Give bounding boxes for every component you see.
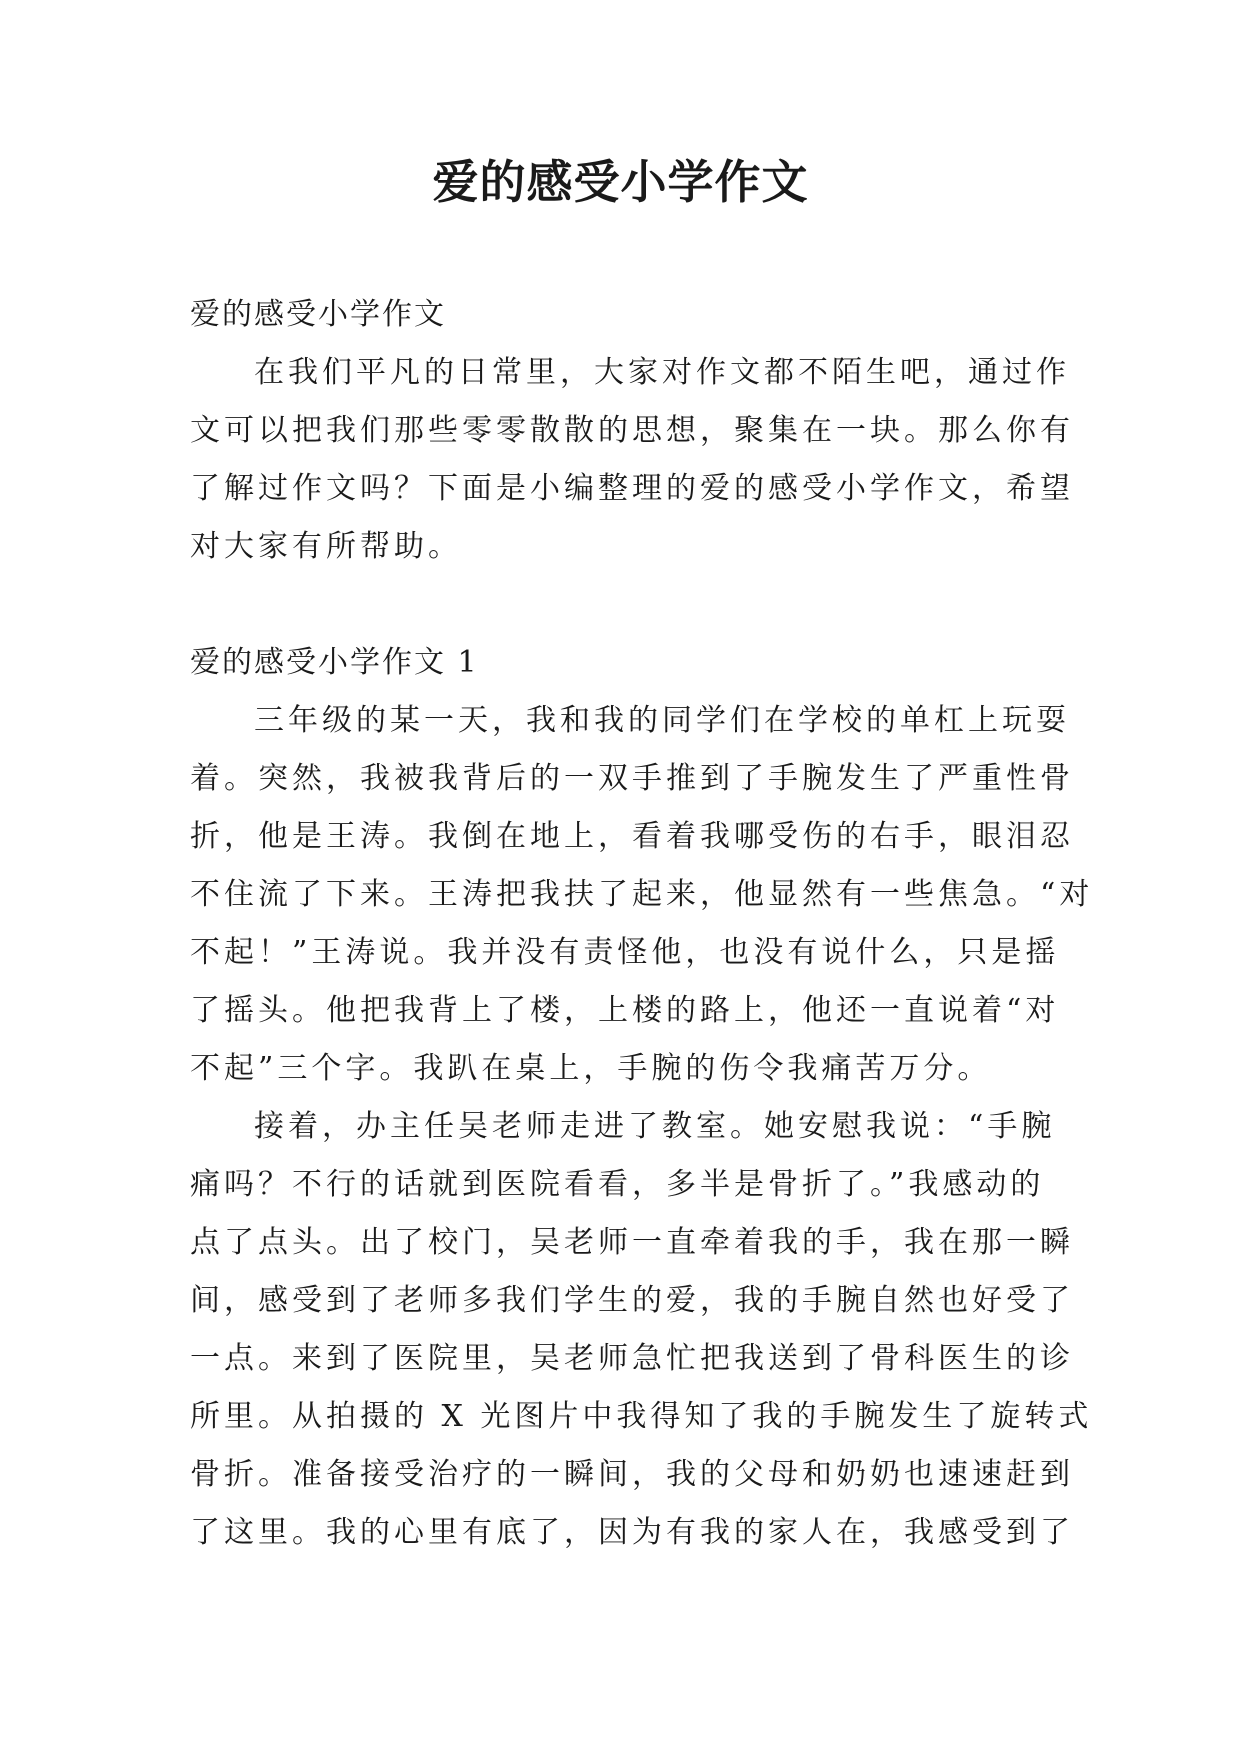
paragraph-line: 不起！”王涛说。我并没有责怪他，也没有说什么，只是摇: [190, 935, 1060, 970]
paragraph-line: 间，感受到了老师多我们学生的爱，我的手腕自然也好受了: [190, 1283, 1074, 1318]
paragraph-line: 点了点头。出了校门，吴老师一直牵着我的手，我在那一瞬: [190, 1225, 1074, 1260]
intro-line: 了解过作文吗？下面是小编整理的爱的感受小学作文，希望: [190, 471, 1074, 506]
paragraph-line: 着。突然，我被我背后的一双手推到了手腕发生了严重性骨: [190, 761, 1074, 796]
paragraph-line: 了摇头。他把我背上了楼，上楼的路上，他还一直说着“对: [190, 993, 1060, 1028]
essay-paragraph-2: [190, 1098, 1093, 1562]
intro-line: 在我们平凡的日常里，大家对作文都不陌生吧，通过作: [254, 355, 1070, 390]
paragraph-line: 三年级的某一天，我和我的同学们在学校的单杠上玩耍: [254, 703, 1070, 738]
essay-paragraph-1: [190, 692, 1094, 1098]
paragraph-line: 痛吗？不行的话就到医院看看，多半是骨折了。”我感动的: [190, 1167, 1045, 1202]
paragraph-line: 不住流了下来。王涛把我扶了起来，他显然有一些焦急。“对: [190, 877, 1094, 912]
section-spacer: [190, 576, 1056, 634]
paragraph-line: 不起”三个字。我趴在桌上，手腕的伤令我痛苦万分。: [190, 1051, 992, 1086]
essay-heading: 爱的感受小学作文 1: [190, 645, 479, 680]
document-title: 爱的感受小学作文: [432, 155, 809, 209]
intro-line: 对大家有所帮助。: [190, 529, 462, 564]
paragraph-line: 一点。来到了医院里，吴老师急忙把我送到了骨科医生的诊: [190, 1341, 1074, 1376]
paragraph-line: 了这里。我的心里有底了，因为有我的家人在，我感受到了: [190, 1515, 1074, 1550]
intro-line: 文可以把我们那些零零散散的思想，聚集在一块。那么你有: [190, 413, 1074, 448]
intro-paragraph: [190, 344, 1074, 576]
paragraph-line: 接着，办主任吴老师走进了教室。她安慰我说：“手腕: [254, 1109, 1056, 1144]
document-body: [190, 286, 1094, 1562]
subtitle: 爱的感受小学作文: [190, 297, 446, 332]
paragraph-line: 折，他是王涛。我倒在地上，看着我哪受伤的右手，眼泪忍: [190, 819, 1074, 854]
paragraph-line: 骨折。准备接受治疗的一瞬间，我的父母和奶奶也速速赶到: [190, 1457, 1074, 1492]
paragraph-line: 所里。从拍摄的 X 光图片中我得知了我的手腕发生了旋转式: [190, 1399, 1093, 1434]
